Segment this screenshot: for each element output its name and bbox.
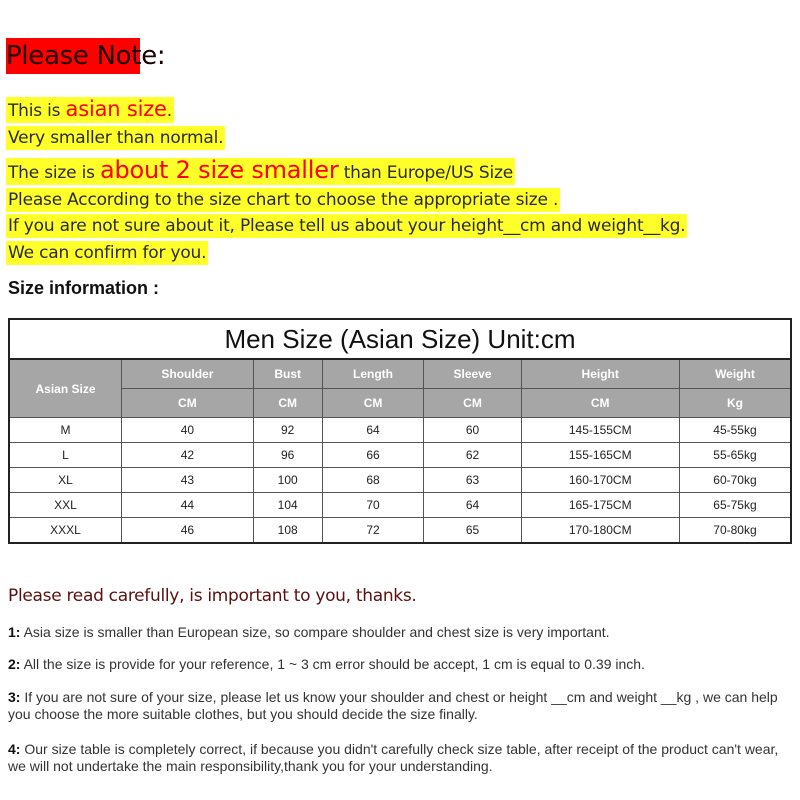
bust-cell: 100 xyxy=(253,468,322,493)
size-smaller-line xyxy=(6,158,515,185)
note-item-1 xyxy=(8,624,792,641)
size-cell: XL xyxy=(9,468,122,493)
note-number: 1: xyxy=(8,624,21,640)
note-text: Our size table is completely correct, if because you didn't carefully check size table, after receipt of the product can't wear, we will not undertake the main responsibility,thank you for your understanding. xyxy=(8,741,779,774)
unit-weight: Kg xyxy=(679,389,791,418)
unit-bust: CM xyxy=(253,389,322,418)
read-carefully-heading: Please read carefully, is important to you, thanks. xyxy=(8,586,417,606)
asian-size-prefix: This is xyxy=(8,101,66,121)
table-row xyxy=(9,493,791,518)
length-cell: 68 xyxy=(322,468,424,493)
length-cell: 72 xyxy=(322,518,424,544)
length-cell: 70 xyxy=(322,493,424,518)
column-header-height: Height xyxy=(521,359,679,389)
weight-cell: 70-80kg xyxy=(679,518,791,544)
note-item-3 xyxy=(8,689,792,723)
weight-cell: 55-65kg xyxy=(679,443,791,468)
shoulder-cell: 44 xyxy=(122,493,254,518)
size-cell: L xyxy=(9,443,122,468)
column-header-weight: Weight xyxy=(679,359,791,389)
sleeve-cell: 64 xyxy=(424,493,521,518)
size-smaller-prefix: The size is xyxy=(8,163,100,183)
length-cell: 64 xyxy=(322,418,424,443)
bust-cell: 96 xyxy=(253,443,322,468)
asian-size-header: Asian Size xyxy=(9,359,122,418)
size-information-heading: Size information : xyxy=(8,278,160,298)
height-cell: 165-175CM xyxy=(521,493,679,518)
bust-cell: 92 xyxy=(253,418,322,443)
shoulder-cell: 46 xyxy=(122,518,254,544)
size-smaller-emphasis: about 2 size smaller xyxy=(99,156,339,184)
note-number: 2: xyxy=(8,656,21,672)
note-item-2 xyxy=(8,656,792,673)
note-text: If you are not sure of your size, please let us know your shoulder and chest or height __cm and weight __kg , we can help you choose the more suitable clothes, but you should decide the size finally. xyxy=(8,689,778,722)
unit-sleeve: CM xyxy=(424,389,521,418)
size-smaller-suffix: than Europe/US Size xyxy=(338,163,513,183)
size-cell: XXXL xyxy=(9,518,122,544)
asian-size-suffix: . xyxy=(166,101,172,121)
table-row xyxy=(9,468,791,493)
shoulder-cell: 40 xyxy=(122,418,254,443)
size-chart-title: Men Size (Asian Size) Unit:cm xyxy=(9,319,791,359)
confirm-line: We can confirm for you. xyxy=(8,243,207,263)
note-text: All the size is provide for your reference, 1 ~ 3 cm error should be accept, 1 cm is equal to 0.39 inch. xyxy=(20,656,645,672)
height-cell: 160-170CM xyxy=(521,468,679,493)
size-cell: XXL xyxy=(9,493,122,518)
weight-cell: 65-75kg xyxy=(679,493,791,518)
shoulder-cell: 42 xyxy=(122,443,254,468)
asian-size-line xyxy=(6,97,174,123)
asian-size-emphasis: asian size xyxy=(65,97,167,121)
note-number: 3: xyxy=(8,689,21,705)
unit-shoulder: CM xyxy=(122,389,254,418)
column-header-shoulder: Shoulder xyxy=(122,359,254,389)
height-cell: 145-155CM xyxy=(521,418,679,443)
sleeve-cell: 63 xyxy=(424,468,521,493)
sleeve-cell: 62 xyxy=(424,443,521,468)
length-cell: 66 xyxy=(322,443,424,468)
weight-cell: 45-55kg xyxy=(679,418,791,443)
height-cell: 155-165CM xyxy=(521,443,679,468)
sleeve-cell: 65 xyxy=(424,518,521,544)
shoulder-cell: 43 xyxy=(122,468,254,493)
note-text: Asia size is smaller than European size, so compare shoulder and chest size is very important. xyxy=(20,624,610,640)
tell-height-weight-line: If you are not sure about it, Please tell us about your height__cm and weight__kg. xyxy=(8,216,686,236)
bust-cell: 104 xyxy=(253,493,322,518)
choose-size-line: Please According to the size chart to choose the appropriate size . xyxy=(8,190,559,210)
table-row xyxy=(9,418,791,443)
unit-length: CM xyxy=(322,389,424,418)
bust-cell: 108 xyxy=(253,518,322,544)
unit-height: CM xyxy=(521,389,679,418)
column-header-length: Length xyxy=(322,359,424,389)
size-chart-table xyxy=(8,318,792,544)
please-note-heading: Please Note: xyxy=(6,38,140,74)
table-row xyxy=(9,443,791,468)
size-cell: M xyxy=(9,418,122,443)
sleeve-cell: 60 xyxy=(424,418,521,443)
note-number: 4: xyxy=(8,741,21,757)
column-header-bust: Bust xyxy=(253,359,322,389)
height-cell: 170-180CM xyxy=(521,518,679,544)
table-row xyxy=(9,518,791,544)
column-header-sleeve: Sleeve xyxy=(424,359,521,389)
note-item-4 xyxy=(8,741,792,775)
smaller-than-normal-line: Very smaller than normal. xyxy=(8,128,224,148)
weight-cell: 60-70kg xyxy=(679,468,791,493)
